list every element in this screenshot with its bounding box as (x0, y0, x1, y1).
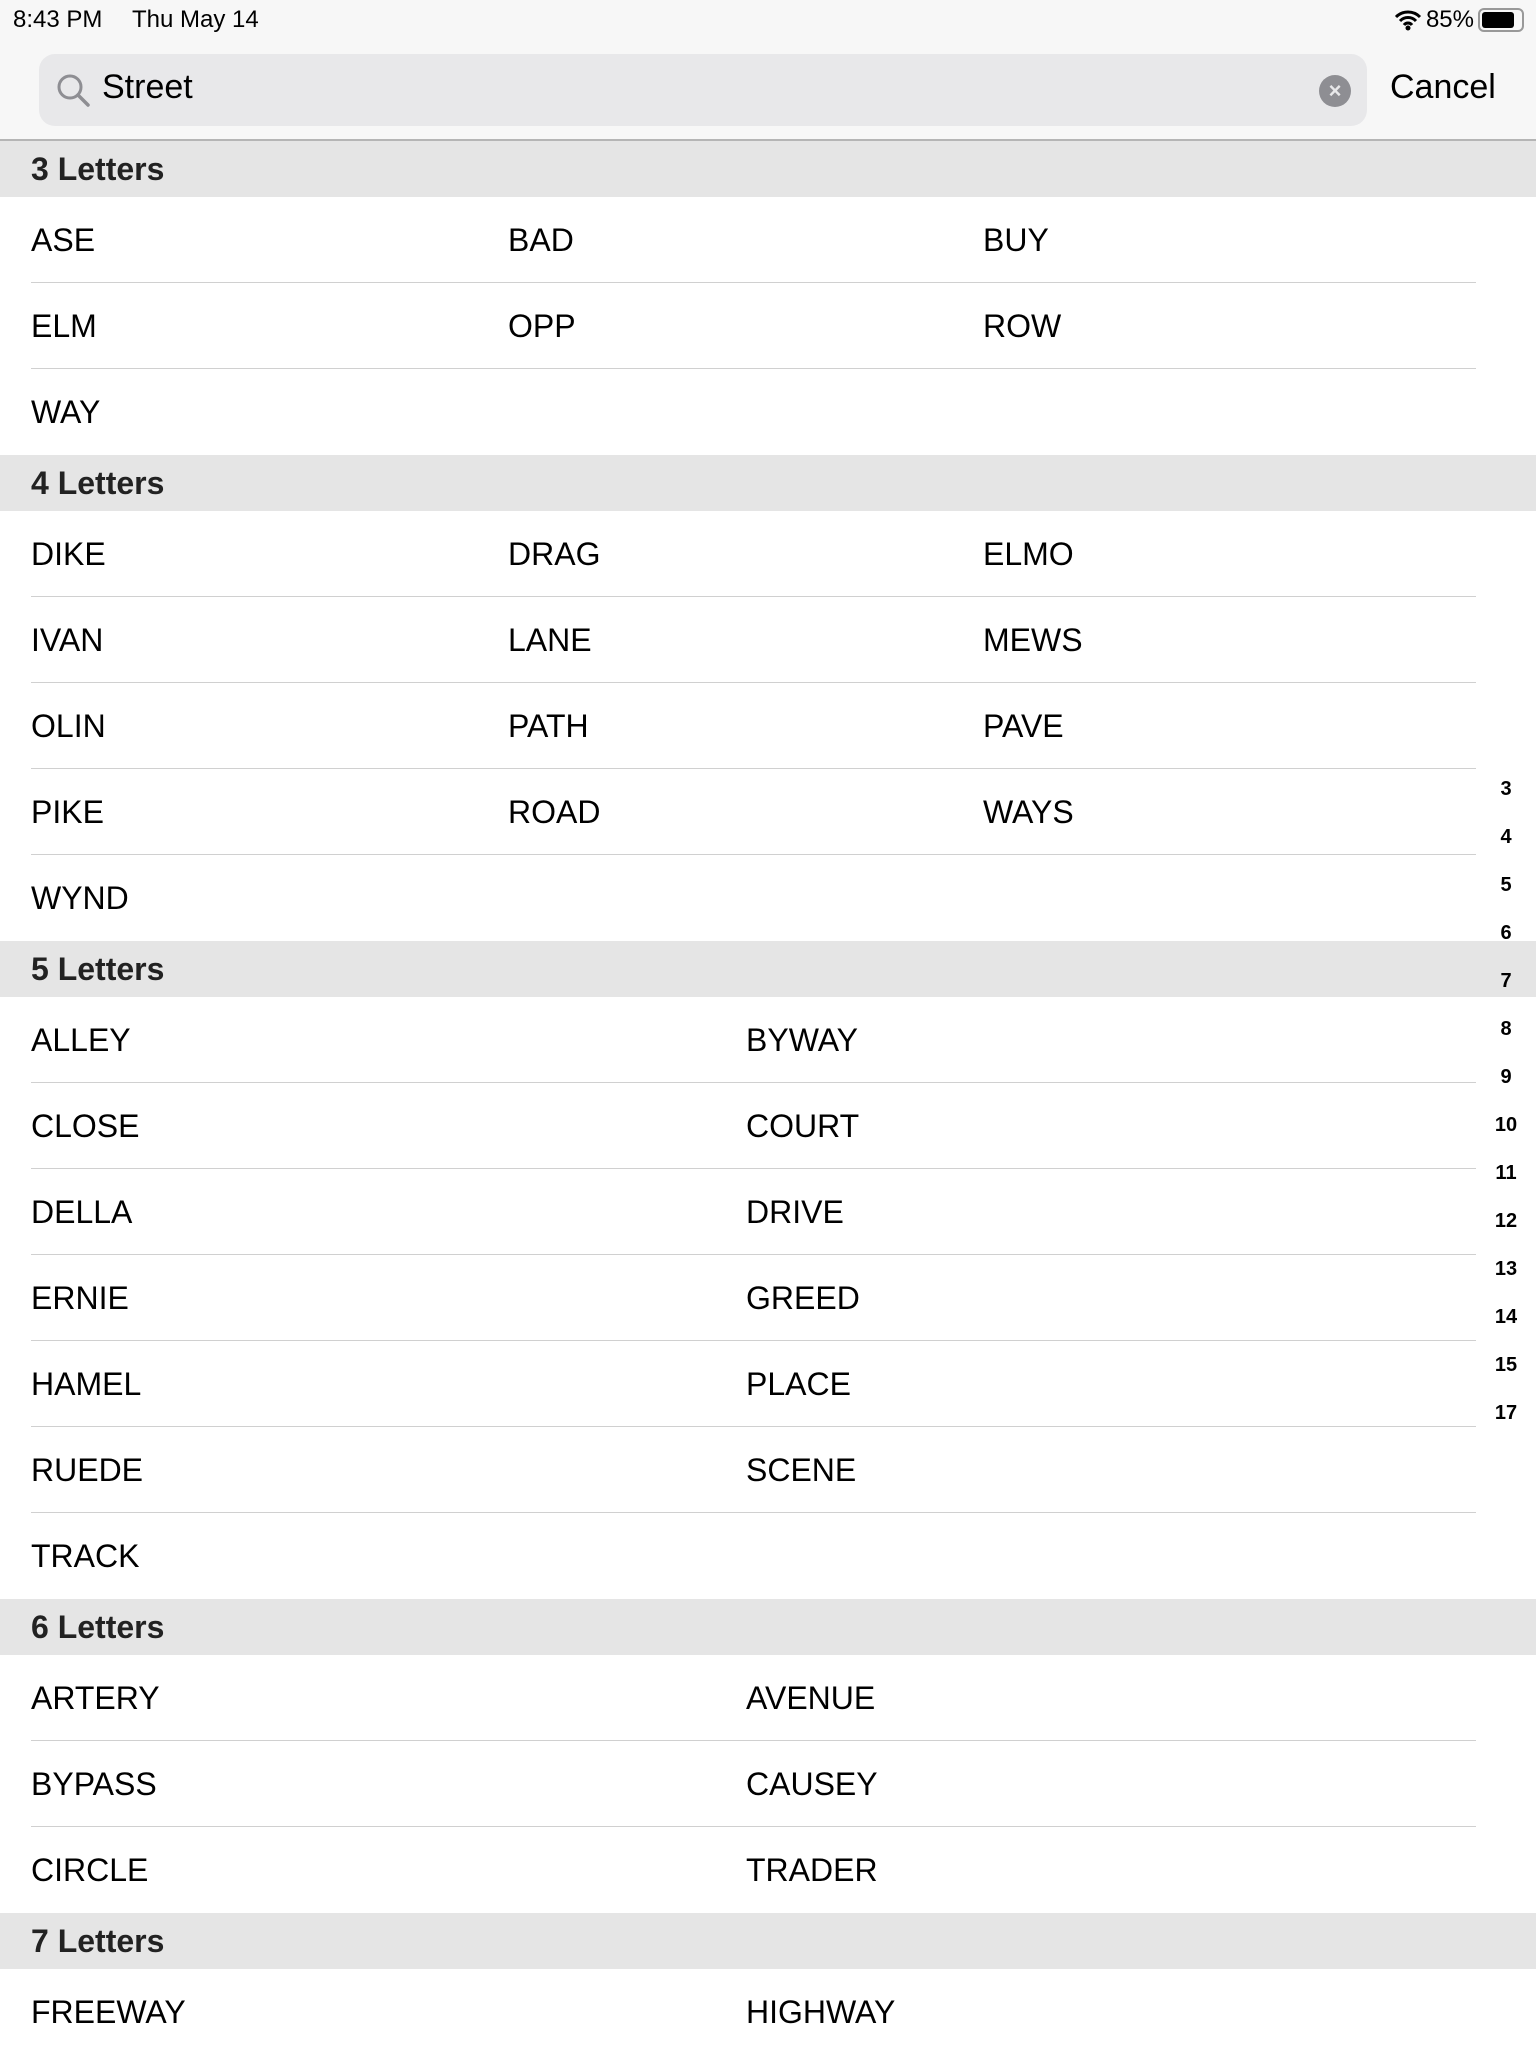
word-item[interactable]: PLACE (746, 1366, 851, 1402)
index-item[interactable]: 13 (1494, 1258, 1518, 1280)
word-item[interactable]: DRAG (508, 536, 601, 572)
word-item[interactable]: SCENE (746, 1452, 857, 1488)
word-item[interactable]: ALLEY (31, 1022, 131, 1058)
index-item[interactable]: 17 (1494, 1402, 1518, 1424)
word-item[interactable]: GREED (746, 1280, 860, 1316)
word-item[interactable]: ASE (31, 222, 96, 258)
word-item[interactable]: ELM (31, 308, 97, 344)
status-time: 8:43 PM (13, 6, 103, 33)
table-row (0, 511, 1536, 597)
word-item[interactable]: FREEWAY (31, 1994, 186, 2030)
word-list (0, 141, 1536, 2055)
word-item[interactable]: BUY (983, 222, 1049, 258)
word-item[interactable]: PATH (508, 708, 589, 744)
table-row (0, 997, 1536, 1083)
word-item[interactable]: AVENUE (746, 1680, 876, 1716)
search-input[interactable]: Street (102, 68, 193, 106)
status-right (1394, 6, 1524, 34)
section-index[interactable] (1486, 765, 1526, 1437)
table-row (0, 1341, 1536, 1427)
battery-icon (1478, 8, 1524, 32)
table-row (0, 855, 1536, 941)
cancel-button[interactable]: Cancel (1390, 68, 1496, 106)
table-row (0, 197, 1536, 283)
word-item[interactable]: BAD (508, 222, 574, 258)
word-item[interactable]: MEWS (983, 622, 1083, 658)
word-item[interactable]: HAMEL (31, 1366, 142, 1402)
index-item[interactable]: 6 (1500, 922, 1512, 944)
table-row (0, 683, 1536, 769)
index-item[interactable]: 5 (1500, 874, 1512, 896)
word-item[interactable]: RUEDE (31, 1452, 144, 1488)
table-row (0, 1255, 1536, 1341)
index-item[interactable]: 8 (1500, 1018, 1512, 1040)
word-item[interactable]: LANE (508, 622, 592, 658)
section-header: 6 Letters (0, 1599, 1536, 1655)
search-field[interactable] (39, 54, 1367, 126)
table-row (0, 1969, 1536, 2055)
index-item[interactable]: 10 (1494, 1114, 1518, 1136)
index-item[interactable]: 11 (1495, 1162, 1517, 1184)
index-item[interactable]: 14 (1494, 1306, 1518, 1328)
index-item[interactable]: 12 (1494, 1210, 1518, 1232)
index-item[interactable]: 9 (1500, 1066, 1512, 1088)
word-item[interactable]: TRACK (31, 1538, 140, 1574)
search-icon (55, 72, 91, 108)
word-item[interactable]: PIKE (31, 794, 104, 830)
table-row (0, 769, 1536, 855)
word-item[interactable]: BYWAY (746, 1022, 859, 1058)
status-date: Thu May 14 (132, 6, 259, 33)
index-item[interactable]: 3 (1500, 778, 1512, 800)
battery-percent: 85% (1425, 6, 1474, 33)
section-header: 3 Letters (0, 141, 1536, 197)
word-item[interactable]: WAY (31, 394, 101, 430)
table-row (0, 1513, 1536, 1599)
section-header: 5 Letters (0, 941, 1536, 997)
word-item[interactable]: ERNIE (31, 1280, 129, 1316)
word-item[interactable]: OPP (508, 308, 576, 344)
word-item[interactable]: CAUSEY (746, 1766, 878, 1802)
word-item[interactable]: OLIN (31, 708, 106, 744)
word-item[interactable]: DIKE (31, 536, 106, 572)
word-item[interactable]: HIGHWAY (746, 1994, 896, 2030)
word-item[interactable]: PAVE (983, 708, 1064, 744)
table-row (0, 1741, 1536, 1827)
table-row (0, 1655, 1536, 1741)
index-item[interactable]: 15 (1494, 1354, 1518, 1376)
word-item[interactable]: ROW (983, 308, 1062, 344)
word-item[interactable]: WAYS (983, 794, 1074, 830)
word-item[interactable]: IVAN (31, 622, 104, 658)
word-item[interactable]: WYND (31, 880, 129, 916)
section-header: 4 Letters (0, 455, 1536, 511)
word-item[interactable]: DELLA (31, 1194, 133, 1230)
word-item[interactable]: ELMO (983, 536, 1074, 572)
clear-icon[interactable]: × (1319, 75, 1351, 107)
word-item[interactable]: DRIVE (746, 1194, 844, 1230)
wifi-icon (1394, 9, 1422, 31)
word-item[interactable]: BYPASS (31, 1766, 157, 1802)
word-item[interactable]: TRADER (746, 1852, 878, 1888)
word-item[interactable]: COURT (746, 1108, 860, 1144)
index-item[interactable]: 7 (1500, 970, 1512, 992)
table-row (0, 1427, 1536, 1513)
top-bar (0, 0, 1536, 141)
section-header: 7 Letters (0, 1913, 1536, 1969)
index-item[interactable]: 4 (1500, 826, 1512, 848)
word-item[interactable]: CIRCLE (31, 1852, 149, 1888)
word-item[interactable]: ARTERY (31, 1680, 160, 1716)
table-row (0, 597, 1536, 683)
table-row (0, 369, 1536, 455)
table-row (0, 1083, 1536, 1169)
word-item[interactable]: CLOSE (31, 1108, 140, 1144)
table-row (0, 1827, 1536, 1913)
table-row (0, 283, 1536, 369)
word-item[interactable]: ROAD (508, 794, 601, 830)
table-row (0, 1169, 1536, 1255)
